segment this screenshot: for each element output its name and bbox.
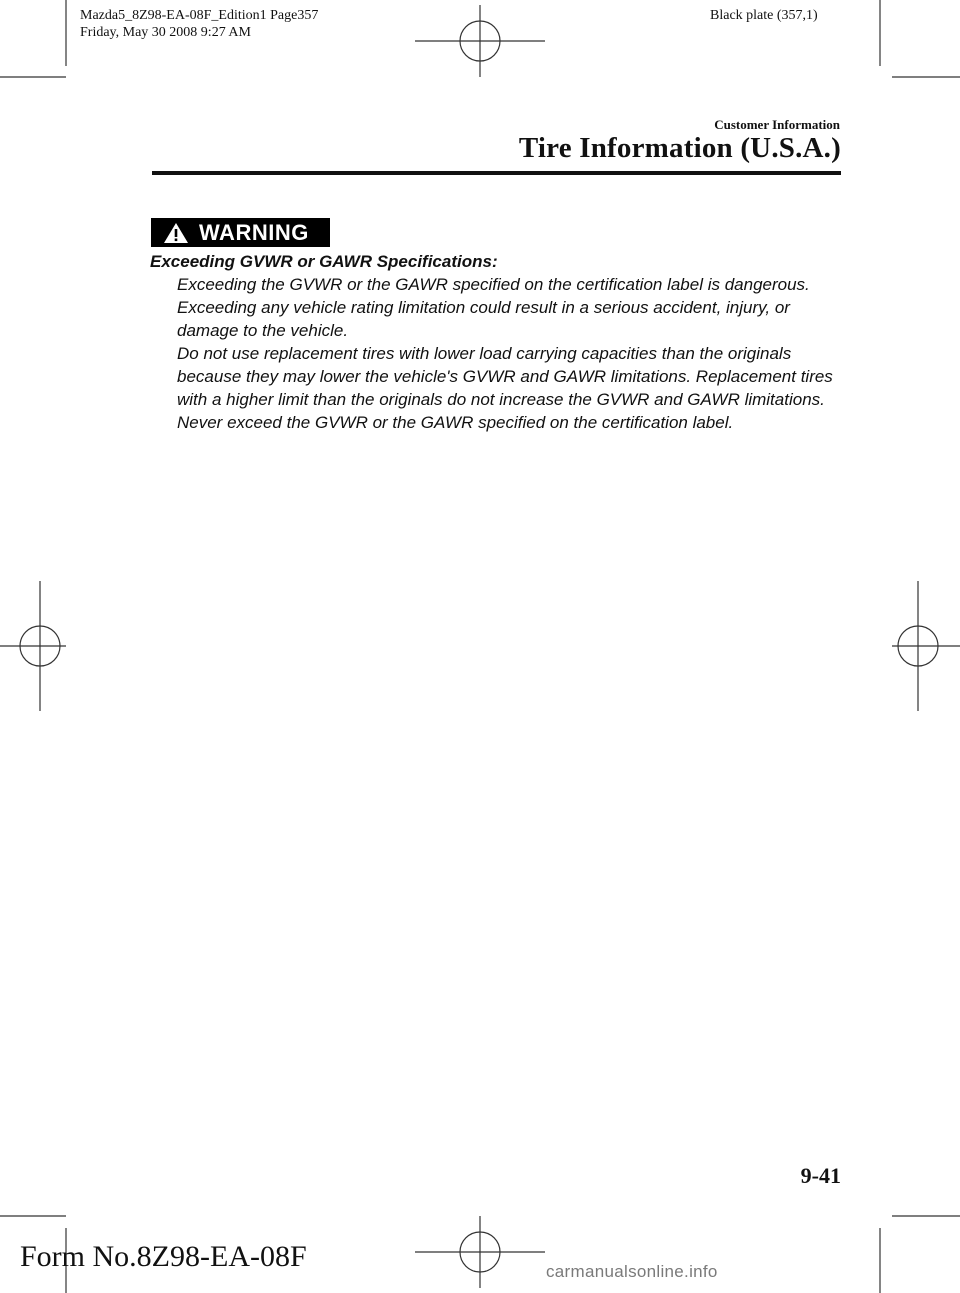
warning-banner bbox=[151, 218, 330, 247]
warning-triangle-icon bbox=[163, 222, 189, 244]
warning-paragraph: Never exceed the GVWR or the GAWR specified on the certification label. bbox=[177, 413, 734, 432]
print-date-line: Friday, May 30 2008 9:27 AM bbox=[80, 25, 251, 40]
form-number: Form No.8Z98-EA-08F bbox=[20, 1240, 307, 1273]
warning-paragraph: Exceeding the GVWR or the GAWR specified on the certification label is dangerous. Exceeding any vehicle rating limitation could result in a serious accident, injury, or damage to the vehicle. bbox=[177, 275, 810, 340]
warning-content bbox=[150, 250, 850, 434]
watermark: carmanualsonline.info bbox=[546, 1262, 718, 1281]
page-title: Tire Information (U.S.A.) bbox=[518, 132, 841, 164]
section-label: Customer Information bbox=[714, 117, 840, 132]
warning-heading: Exceeding GVWR or GAWR Specifications: bbox=[150, 252, 498, 271]
title-rule bbox=[152, 171, 841, 175]
page-number: 9-41 bbox=[800, 1163, 841, 1188]
warning-label: WARNING bbox=[199, 219, 309, 245]
print-file-line: Mazda5_8Z98-EA-08F_Edition1 Page357 bbox=[80, 8, 319, 23]
black-plate-label: Black plate (357,1) bbox=[710, 8, 818, 23]
warning-paragraph: Do not use replacement tires with lower load carrying capacities than the originals because they may lower the vehicle's GVWR and GAWR limitations. Replacement tires with a higher limit than the originals do not increase the GVWR and GAWR limitations. bbox=[177, 344, 833, 409]
